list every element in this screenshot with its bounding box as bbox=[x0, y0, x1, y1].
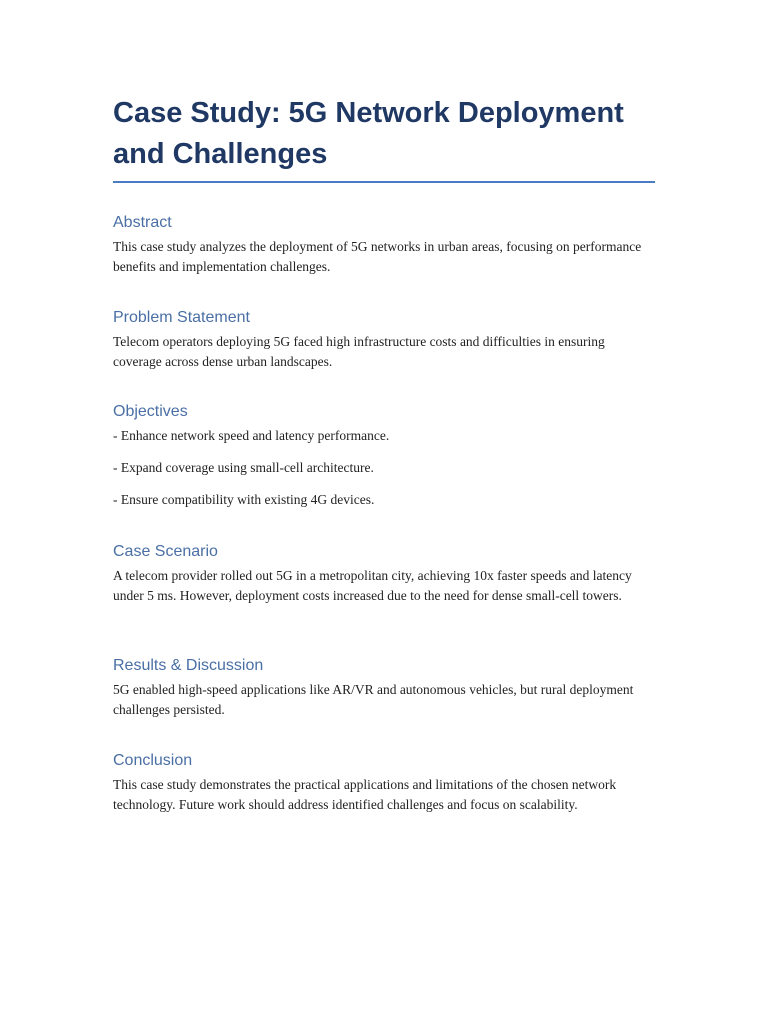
section-heading-objectives: Objectives bbox=[113, 403, 188, 420]
section-heading-case-scenario: Case Scenario bbox=[113, 543, 218, 560]
section-heading-results-discussion: Results & Discussion bbox=[113, 657, 264, 674]
section-heading-abstract: Abstract bbox=[113, 214, 172, 231]
section-text-problem-statement: Telecom operators deploying 5G faced high infrastructure costs and difficulties in ensuring coverage across dense urban landscapes. bbox=[113, 334, 605, 369]
section-text-abstract: This case study analyzes the deployment of 5G networks in urban areas, focusing on performance benefits and implementation challenges. bbox=[113, 239, 642, 274]
document-title: Case Study: 5G Network Deployment and Challenges bbox=[113, 93, 655, 183]
section-conclusion bbox=[113, 751, 655, 814]
section-case-scenario bbox=[113, 542, 655, 605]
objective-item: - Enhance network speed and latency performance. bbox=[113, 428, 390, 443]
section-text-conclusion: This case study demonstrates the practical applications and limitations of the chosen network technology. Future work should address identified challenges and focus on scalability. bbox=[113, 777, 617, 812]
document-content bbox=[113, 93, 655, 812]
section-problem-statement bbox=[113, 308, 655, 371]
objective-item: - Ensure compatibility with existing 4G devices. bbox=[113, 492, 375, 507]
section-heading-conclusion: Conclusion bbox=[113, 752, 193, 769]
section-abstract bbox=[113, 213, 655, 276]
section-text-results-discussion: 5G enabled high-speed applications like AR/VR and autonomous vehicles, but rural deployment challenges persisted. bbox=[113, 682, 634, 717]
section-objectives bbox=[113, 402, 655, 522]
objective-item: - Expand coverage using small-cell architecture. bbox=[113, 460, 374, 475]
section-heading-problem-statement: Problem Statement bbox=[113, 309, 250, 326]
section-results-discussion bbox=[113, 656, 655, 719]
section-text-case-scenario: A telecom provider rolled out 5G in a metropolitan city, achieving 10x faster speeds and latency under 5 ms. However, deployment costs increased due to the need for dense small-cell towers. bbox=[113, 568, 632, 603]
